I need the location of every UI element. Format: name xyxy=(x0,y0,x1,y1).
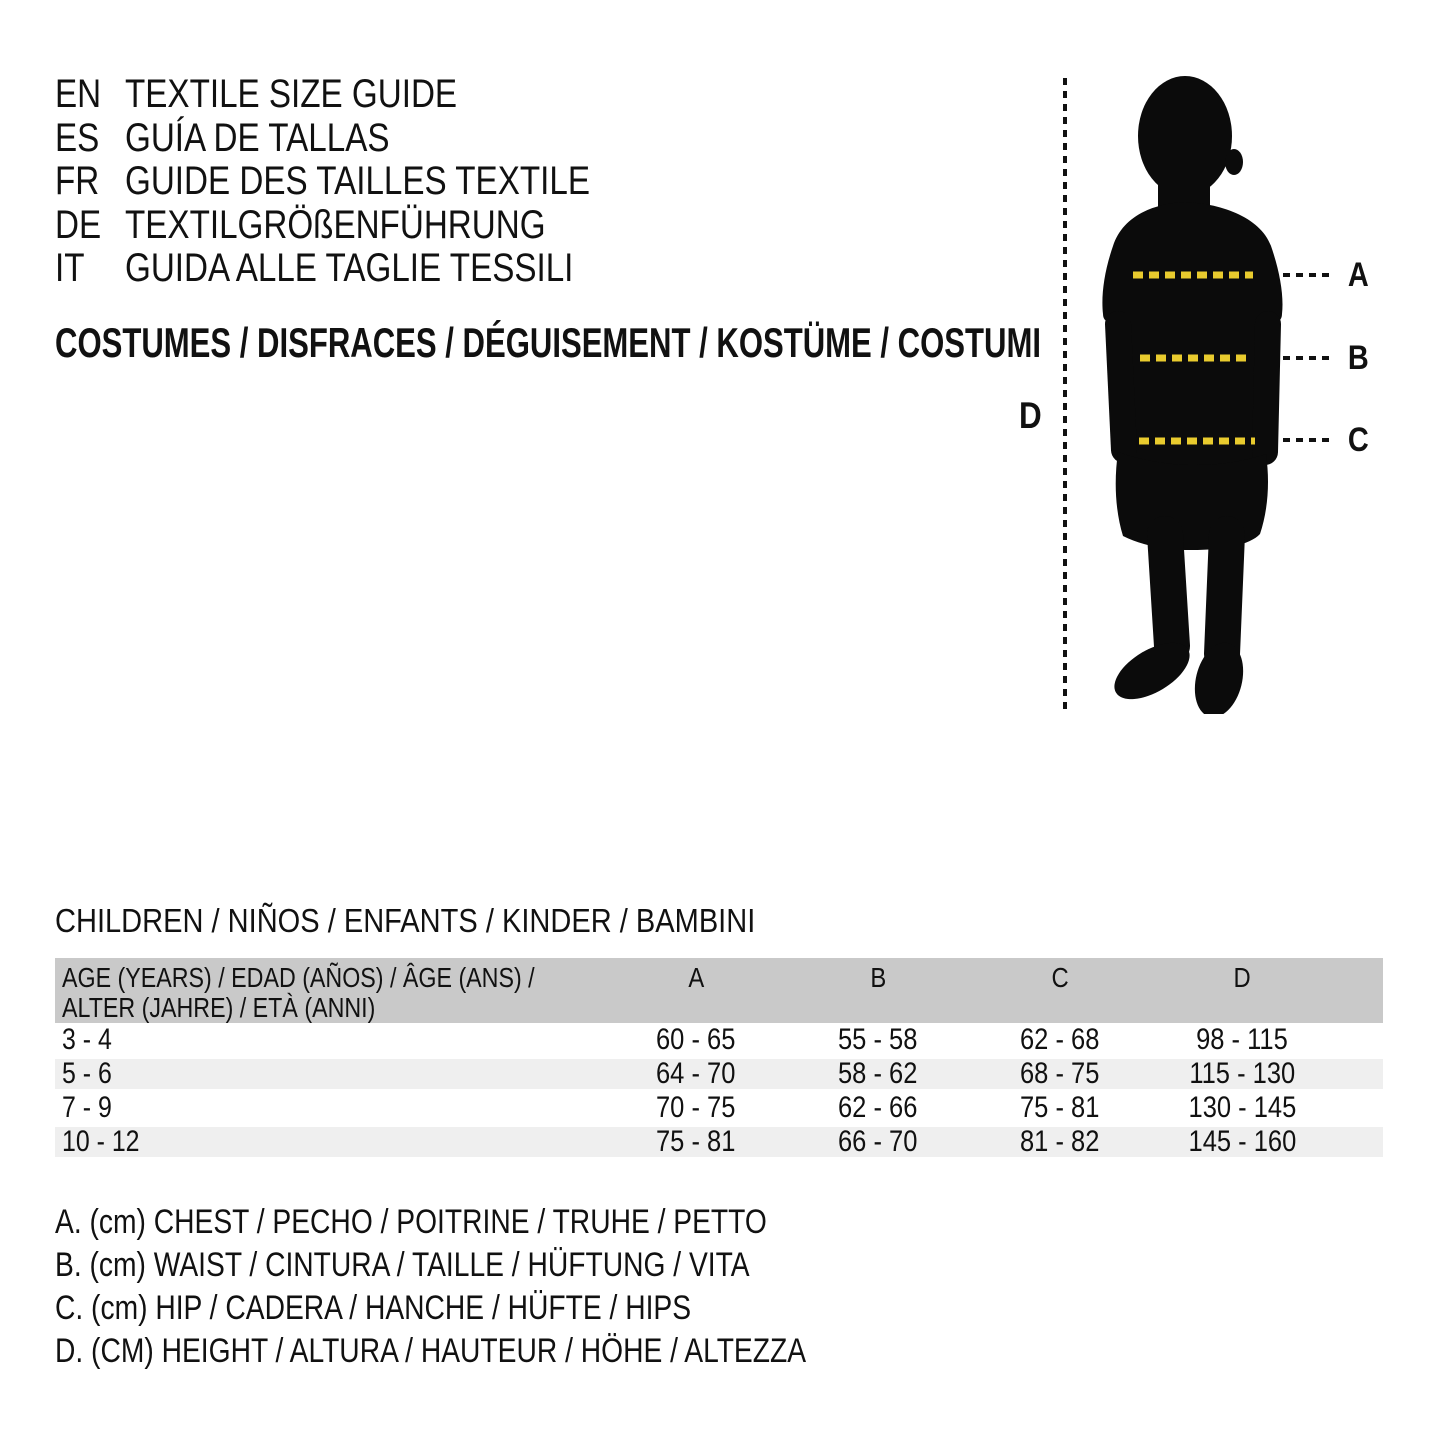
chest-label-a: A xyxy=(1347,256,1369,294)
language-title: TEXTILGRÖßENFÜHRUNG xyxy=(125,202,546,247)
hip-cell: 62 - 68 xyxy=(1020,1023,1100,1056)
child-silhouette xyxy=(1102,76,1282,714)
ear-shape xyxy=(1225,149,1243,175)
measurement-diagram xyxy=(1000,60,1440,750)
chest-cell: 75 - 81 xyxy=(656,1125,736,1158)
right-arm-shape xyxy=(1265,324,1268,452)
language-title: GUIDA ALLE TAGLIE TESSILI xyxy=(125,246,574,290)
language-row-es xyxy=(55,117,685,161)
table-row xyxy=(55,1091,1383,1125)
section-title: CHILDREN / NIÑOS / ENFANTS / KINDER / BAMBINI xyxy=(55,902,756,939)
table-row xyxy=(55,1057,1383,1091)
child-silhouette-figure xyxy=(1088,74,1298,714)
table-row xyxy=(55,1023,1383,1057)
age-column-header: AGE (YEARS) / EDAD (AÑOS) / ÂGE (ANS) / ALTER (JAHRE) / ETÀ (ANNI) xyxy=(62,962,535,1023)
column-header-a: A xyxy=(688,962,704,993)
language-row-fr xyxy=(55,160,685,204)
hip-cell: 81 - 82 xyxy=(1020,1125,1100,1158)
language-row-en xyxy=(55,73,685,117)
waist-cell: 58 - 62 xyxy=(838,1057,918,1090)
age-cell: 10 - 12 xyxy=(62,1125,140,1158)
column-header-d: D xyxy=(1233,962,1251,993)
left-arm-shape xyxy=(1118,324,1124,450)
language-code: FR xyxy=(55,159,100,203)
table-header-row xyxy=(55,958,1383,1023)
height-cell: 98 - 115 xyxy=(1196,1023,1288,1056)
language-title: TEXTILE SIZE GUIDE xyxy=(125,72,458,116)
language-code: ES xyxy=(55,115,100,160)
height-label-d: D xyxy=(1018,395,1042,436)
category-title: COSTUMES / DISFRACES / DÉGUISEMENT / KOSTÜME / COSTUMI xyxy=(55,319,1041,366)
language-title: GUIDE DES TAILLES TEXTILE xyxy=(125,159,590,203)
height-cell: 115 - 130 xyxy=(1189,1057,1295,1090)
hip-callout-line xyxy=(1283,438,1332,442)
table-row xyxy=(55,1125,1383,1159)
language-code: IT xyxy=(55,246,85,290)
chest-cell: 64 - 70 xyxy=(656,1057,736,1090)
height-cell: 145 - 160 xyxy=(1188,1125,1296,1158)
waist-cell: 62 - 66 xyxy=(838,1091,918,1124)
column-header-c: C xyxy=(1051,962,1069,993)
height-cell: 130 - 145 xyxy=(1188,1091,1296,1124)
shorts-shape xyxy=(1116,452,1268,550)
legend-line-hip: C. (cm) HIP / CADERA / HANCHE / HÜFTE / HIPS xyxy=(55,1289,692,1327)
left-leg-shape xyxy=(1165,534,1172,646)
age-cell: 5 - 6 xyxy=(62,1057,112,1090)
age-cell: 3 - 4 xyxy=(62,1023,112,1056)
waist-callout-line xyxy=(1283,356,1332,360)
language-code: EN xyxy=(55,72,102,116)
size-table xyxy=(55,958,1383,1159)
age-cell: 7 - 9 xyxy=(62,1091,112,1124)
hip-cell: 68 - 75 xyxy=(1020,1057,1100,1090)
language-row-it xyxy=(55,247,685,291)
column-header-b: B xyxy=(870,962,886,993)
language-code: DE xyxy=(55,202,102,247)
legend-line-height: D. (CM) HEIGHT / ALTURA / HAUTEUR / HÖHE / ALTEZZA xyxy=(55,1332,807,1370)
waist-cell: 55 - 58 xyxy=(838,1023,918,1056)
chest-cell: 60 - 65 xyxy=(656,1023,736,1056)
waist-cell: 66 - 70 xyxy=(838,1125,918,1158)
measurement-legend xyxy=(55,1201,960,1373)
right-shoe-shape xyxy=(1187,638,1250,714)
hip-cell: 75 - 81 xyxy=(1020,1091,1100,1124)
language-title: GUÍA DE TALLAS xyxy=(125,115,390,160)
chest-cell: 70 - 75 xyxy=(656,1091,736,1124)
right-leg-shape xyxy=(1222,534,1227,654)
hip-label-c: C xyxy=(1347,421,1369,459)
chest-callout-line xyxy=(1283,273,1332,277)
legend-line-chest: A. (cm) CHEST / PECHO / POITRINE / TRUHE / PETTO xyxy=(55,1203,767,1241)
waist-label-b: B xyxy=(1347,339,1369,377)
language-title-list xyxy=(55,73,685,291)
height-measure-line xyxy=(1063,78,1067,715)
language-row-de xyxy=(55,204,685,248)
legend-line-waist: B. (cm) WAIST / CINTURA / TAILLE / HÜFTUNG / VITA xyxy=(55,1246,750,1284)
